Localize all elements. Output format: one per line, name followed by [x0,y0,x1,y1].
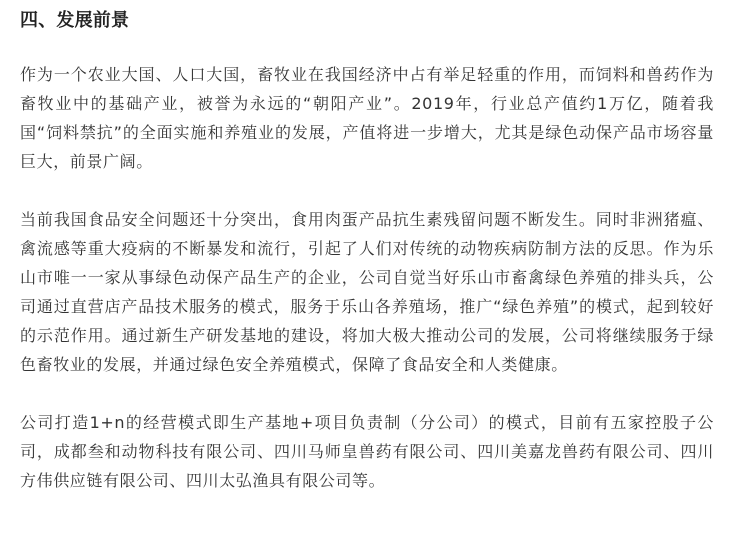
paragraph-industry-outlook: 作为一个农业大国、人口大国，畜牧业在我国经济中占有举足轻重的作用，而饲料和兽药作为畜牧业中的基础产业，被誉为永远的“朝阳产业”。2019年，行业总产值约1万亿，随着我国“饲料禁抗”的全面实施和养殖业的发展，产值将进一步增大，尤其是绿色动保产品市场容量巨大，前景广阔。 [20,65,714,171]
section-heading: 四、发展前景 [20,10,130,31]
paragraph-business-model: 公司打造1+n的经营模式即生产基地+项目负责制（分公司）的模式，目前有五家控股子公司，成都叁和动物科技有限公司、四川马师皇兽药有限公司、四川美嘉龙兽药有限公司、四川方伟供应链有限公司、四川太弘渔具有限公司等。 [20,413,714,490]
paragraph-food-safety: 当前我国食品安全问题还十分突出，食用肉蛋产品抗生素残留问题不断发生。同时非洲猪瘟、禽流感等重大疫病的不断暴发和流行，引起了人们对传统的动物疾病防制方法的反思。作为乐山市唯一一家从事绿色动保产品生产的企业，公司自觉当好乐山市畜禽绿色养殖的排头兵，公司通过直营店产品技术服务的模式，服务于乐山各养殖场，推广“绿色养殖”的模式，起到较好的示范作用。通过新生产研发基地的建设，将加大极大推动公司的发展，公司将继续服务于绿色畜牧业的发展，并通过绿色安全养殖模式，保障了食品安全和人类健康。 [20,210,714,374]
